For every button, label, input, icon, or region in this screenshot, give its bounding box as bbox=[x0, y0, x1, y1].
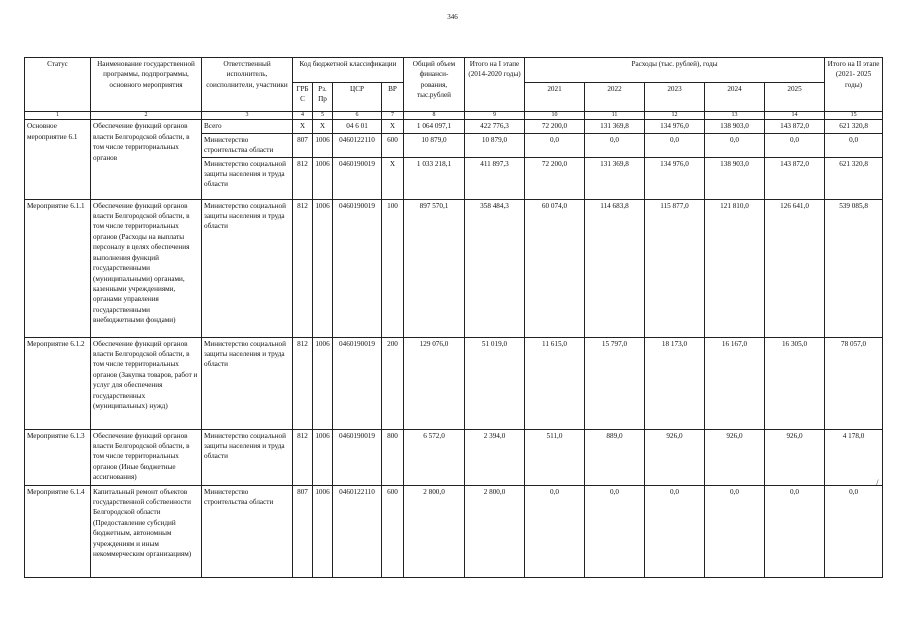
row-2022: 131 369,8 bbox=[585, 120, 645, 133]
row-stage2: 0,0 bbox=[825, 485, 883, 577]
header-name: Наименование государственной программы, подпрограммы, основного мероприятия bbox=[91, 58, 202, 112]
row-vr: 200 bbox=[382, 337, 404, 429]
column-number: 5 bbox=[313, 112, 333, 120]
table-row bbox=[25, 485, 883, 577]
row-2023: 134 976,0 bbox=[645, 157, 705, 199]
row-total: 1 033 218,1 bbox=[404, 157, 465, 199]
row-csr: 04 6 01 bbox=[333, 120, 382, 133]
row-2022: 889,0 bbox=[585, 429, 645, 485]
row-2024: 121 810,0 bbox=[705, 199, 765, 337]
row-vr: X bbox=[382, 157, 404, 199]
row-grbs: 812 bbox=[293, 199, 313, 337]
row-2022: 114 683,8 bbox=[585, 199, 645, 337]
row-total: 2 800,0 bbox=[404, 485, 465, 577]
row-status: Основное мероприятие 6.1 bbox=[25, 120, 91, 199]
table-row bbox=[25, 120, 883, 133]
row-rzpr: 1006 bbox=[313, 133, 333, 157]
row-vr: 100 bbox=[382, 199, 404, 337]
header-year: 2021 bbox=[525, 83, 585, 112]
row-2024: 16 167,0 bbox=[705, 337, 765, 429]
page-number: 346 bbox=[447, 13, 458, 21]
row-name: Обеспечение функций органов власти Белгородской области, в том числе территориальных органов (Иные бюджетные ассигнования) bbox=[91, 429, 202, 485]
row-vr: 800 bbox=[382, 429, 404, 485]
header-year: 2025 bbox=[765, 83, 825, 112]
row-name: Обеспечение функций органов власти Белгородской области, в том числе территориальных органов (Закупка товаров, работ и услуг для обеспечения государственных (муниципальных) нужд) bbox=[91, 337, 202, 429]
column-number: 3 bbox=[202, 112, 293, 120]
row-2022: 0,0 bbox=[585, 485, 645, 577]
row-name: Обеспечение функций органов власти Белгородской области, в том числе территориальных органов (Расходы на выплаты персоналу в целях обеспечения выполнения функций государственными (муниципальными) органами, казенными учреждениями, органами управления государственными внебюджетными фондами) bbox=[91, 199, 202, 337]
row-stage1: 2 394,0 bbox=[465, 429, 525, 485]
row-responsible: Министерство социальной защиты населения и труда области bbox=[202, 429, 293, 485]
row-rzpr: 1006 bbox=[313, 485, 333, 577]
header-rzpr: Рз. Пр bbox=[313, 83, 333, 112]
row-status: Мероприятие 6.1.1 bbox=[25, 199, 91, 337]
row-stage2: 4 178,0 bbox=[825, 429, 883, 485]
row-2022: 15 797,0 bbox=[585, 337, 645, 429]
row-vr: X bbox=[382, 120, 404, 133]
row-rzpr: 1006 bbox=[313, 157, 333, 199]
row-2021: 72 200,0 bbox=[525, 157, 585, 199]
row-2025: 143 872,0 bbox=[765, 157, 825, 199]
row-rzpr: 1006 bbox=[313, 199, 333, 337]
row-grbs: X bbox=[293, 120, 313, 133]
row-csr: 0460190019 bbox=[333, 429, 382, 485]
row-2025: 0,0 bbox=[765, 133, 825, 157]
column-number: 15 bbox=[825, 112, 883, 120]
header-vr: ВР bbox=[382, 83, 404, 112]
row-grbs: 812 bbox=[293, 337, 313, 429]
row-2021: 11 615,0 bbox=[525, 337, 585, 429]
header-csr: ЦСР bbox=[333, 83, 382, 112]
column-number: 6 bbox=[333, 112, 382, 120]
row-2024: 138 903,0 bbox=[705, 120, 765, 133]
row-2024: 138 903,0 bbox=[705, 157, 765, 199]
row-vr: 600 bbox=[382, 485, 404, 577]
row-grbs: 812 bbox=[293, 429, 313, 485]
table-row bbox=[25, 337, 883, 429]
row-grbs: 812 bbox=[293, 157, 313, 199]
row-stage2: 78 057,0 bbox=[825, 337, 883, 429]
row-rzpr: 1006 bbox=[313, 337, 333, 429]
row-stage1: 411 897,3 bbox=[465, 157, 525, 199]
row-name: Обеспечение функций органов власти Белгородской области, в том числе территориальных органов bbox=[91, 120, 202, 199]
row-2021: 0,0 bbox=[525, 133, 585, 157]
row-stage1: 10 879,0 bbox=[465, 133, 525, 157]
row-vr: 600 bbox=[382, 133, 404, 157]
column-number-row bbox=[25, 112, 883, 120]
row-2023: 134 976,0 bbox=[645, 120, 705, 133]
row-2022: 0,0 bbox=[585, 133, 645, 157]
row-rzpr: X bbox=[313, 120, 333, 133]
header-expenses: Расходы (тыс. рублей), годы bbox=[525, 58, 825, 83]
row-status: Мероприятие 6.1.3 bbox=[25, 429, 91, 485]
header-year: 2023 bbox=[645, 83, 705, 112]
column-number: 2 bbox=[91, 112, 202, 120]
row-grbs: 807 bbox=[293, 485, 313, 577]
row-csr: 0460122110 bbox=[333, 485, 382, 577]
column-number: 11 bbox=[585, 112, 645, 120]
row-csr: 0460190019 bbox=[333, 337, 382, 429]
header-year: 2024 bbox=[705, 83, 765, 112]
row-name: Капитальный ремонт объектов государственной собственности Белгородской области (Предоставление субсидий бюджетным, автономным учреждениям и иным некоммерческим организациям) bbox=[91, 485, 202, 577]
row-total: 10 879,0 bbox=[404, 133, 465, 157]
row-2025: 143 872,0 bbox=[765, 120, 825, 133]
row-2025: 926,0 bbox=[765, 429, 825, 485]
row-total: 129 076,0 bbox=[404, 337, 465, 429]
header-total-volume: Общий объем финанси- рования, тыс.рублей bbox=[404, 58, 465, 112]
row-status: Мероприятие 6.1.4 bbox=[25, 485, 91, 577]
row-2023: 115 877,0 bbox=[645, 199, 705, 337]
row-stage1: 422 776,3 bbox=[465, 120, 525, 133]
row-rzpr: 1006 bbox=[313, 429, 333, 485]
row-2023: 0,0 bbox=[645, 133, 705, 157]
header-year: 2022 bbox=[585, 83, 645, 112]
row-2023: 926,0 bbox=[645, 429, 705, 485]
header-stage1: Итого на I этапе (2014-2020 годы) bbox=[465, 58, 525, 112]
row-status: Мероприятие 6.1.2 bbox=[25, 337, 91, 429]
row-responsible: Министерство строительства области bbox=[202, 133, 293, 157]
row-2023: 18 173,0 bbox=[645, 337, 705, 429]
header-grbs: ГРБ С bbox=[293, 83, 313, 112]
row-stage2: 539 085,8 bbox=[825, 199, 883, 337]
header-row-1 bbox=[25, 58, 883, 83]
row-responsible: Министерство социальной защиты населения и труда области bbox=[202, 157, 293, 199]
column-number: 10 bbox=[525, 112, 585, 120]
row-responsible: Министерство социальной защиты населения и труда области bbox=[202, 199, 293, 337]
row-stage1: 2 800,0 bbox=[465, 485, 525, 577]
row-2025: 126 641,0 bbox=[765, 199, 825, 337]
row-2024: 926,0 bbox=[705, 429, 765, 485]
column-number: 4 bbox=[293, 112, 313, 120]
row-2021: 60 074,0 bbox=[525, 199, 585, 337]
row-responsible: Всего bbox=[202, 120, 293, 133]
column-number: 14 bbox=[765, 112, 825, 120]
row-2021: 72 200,0 bbox=[525, 120, 585, 133]
row-stage2: 0,0 bbox=[825, 133, 883, 157]
row-2022: 131 369,8 bbox=[585, 157, 645, 199]
row-csr: 0460190019 bbox=[333, 157, 382, 199]
header-stage2: Итого на II этапе (2021- 2025 годы) bbox=[825, 58, 883, 112]
row-total: 897 570,1 bbox=[404, 199, 465, 337]
row-stage1: 51 019,0 bbox=[465, 337, 525, 429]
column-number: 1 bbox=[25, 112, 91, 120]
header-budget-code: Код бюджетной классификации bbox=[293, 58, 404, 83]
table-row bbox=[25, 199, 883, 337]
row-2024: 0,0 bbox=[705, 133, 765, 157]
row-2021: 0,0 bbox=[525, 485, 585, 577]
row-csr: 0460190019 bbox=[333, 199, 382, 337]
header-status: Статус bbox=[25, 58, 91, 112]
row-2025: 0,0 bbox=[765, 485, 825, 577]
row-responsible: Министерство социальной защиты населения и труда области bbox=[202, 337, 293, 429]
column-number: 7 bbox=[382, 112, 404, 120]
column-number: 12 bbox=[645, 112, 705, 120]
row-2024: 0,0 bbox=[705, 485, 765, 577]
row-total: 1 064 097,1 bbox=[404, 120, 465, 133]
row-stage1: 358 484,3 bbox=[465, 199, 525, 337]
row-stage2: 621 320,8 bbox=[825, 120, 883, 133]
row-2023: 0,0 bbox=[645, 485, 705, 577]
budget-table bbox=[24, 57, 883, 578]
row-responsible: Министерство строительства области bbox=[202, 485, 293, 577]
scan-mark-slash: / bbox=[876, 478, 879, 488]
table-row bbox=[25, 429, 883, 485]
column-number: 8 bbox=[404, 112, 465, 120]
row-total: 6 572,0 bbox=[404, 429, 465, 485]
row-2025: 16 305,0 bbox=[765, 337, 825, 429]
column-number: 13 bbox=[705, 112, 765, 120]
row-2021: 511,0 bbox=[525, 429, 585, 485]
row-stage2: 621 320,8 bbox=[825, 157, 883, 199]
column-number: 9 bbox=[465, 112, 525, 120]
row-grbs: 807 bbox=[293, 133, 313, 157]
row-csr: 0460122110 bbox=[333, 133, 382, 157]
header-responsible: Ответственный исполнитель, соисполнители, участники bbox=[202, 58, 293, 112]
